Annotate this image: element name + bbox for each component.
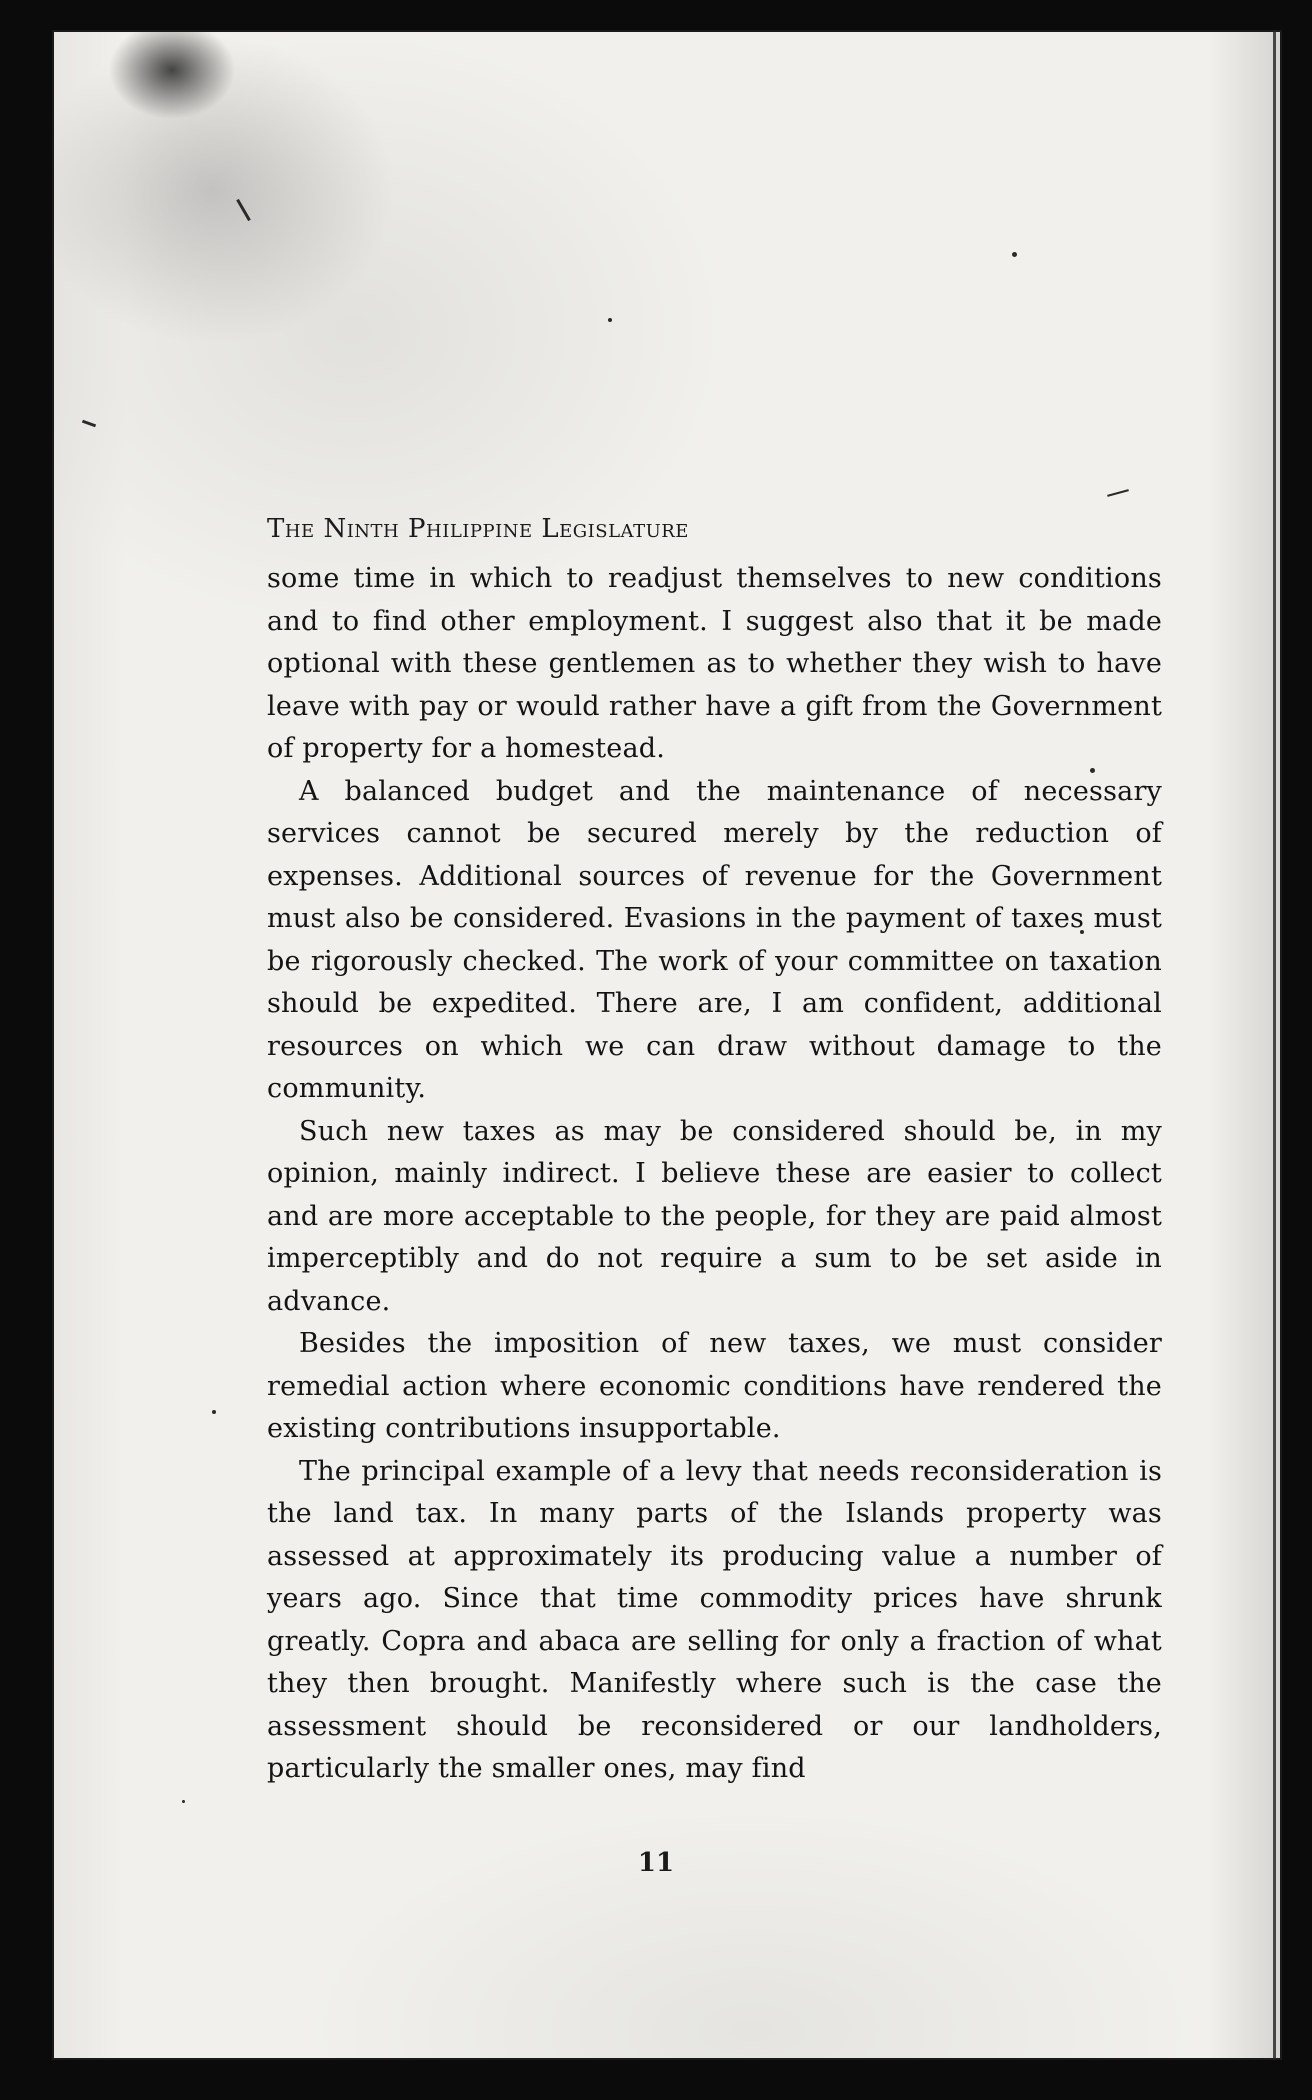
paragraph-1: some time in which to readjust themselves to new conditions and to find other employment. I suggest also that it be made optional with these gentlemen as to whether they wish to have leave with pay or would rather have a gift from the Government of property for a homestead.	[267, 563, 1162, 764]
page-edge-shadow	[1273, 30, 1276, 2060]
scan-mark	[236, 199, 251, 221]
running-head: The Ninth Philippine Legislature	[267, 514, 689, 544]
paragraph-2: A balanced budget and the maintenance of necessary services cannot be secured merely by the reduction of expenses. Additional sources of revenue for the Government must also be considered. Evasions in the payment of taxes must be rigorously checked. The work of your committee on taxation should be expedited. There are, I am confident, additional resources on which we can draw without damage to the community.	[267, 775, 1162, 1104]
scan-speck	[608, 318, 612, 322]
scan-speck	[212, 1410, 216, 1414]
scan-mark	[1107, 489, 1129, 497]
paragraph-5: The principal example of a levy that needs reconsideration is the land tax. In many parts of the Islands property was assessed at approximately its producing value a number of years ago. Since that time commodity prices have shrunk greatly. Copra and abaca are selling for only a fraction of what they then brought. Manifestly where such is the case the assessment should be reconsidered or our landholders, particularly the smaller ones, may find	[267, 1455, 1162, 1784]
paragraph-4: Besides the imposition of new taxes, we must consider remedial action where economic conditions have rendered the existing contributions insupportable.	[267, 1328, 1162, 1444]
scan-mark	[82, 420, 96, 428]
scan-speck	[182, 1800, 185, 1803]
document-page	[52, 30, 1282, 2060]
body-text	[267, 508, 1162, 1791]
paragraph-3: Such new taxes as may be considered should be, in my opinion, mainly indirect. I believe these are easier to collect and are more acceptable to the people, for they are paid almost imperceptibly and do not require a sum to be set aside in advance.	[267, 1115, 1162, 1317]
scan-speck	[1012, 252, 1017, 257]
page-number: 11	[637, 1848, 675, 1878]
